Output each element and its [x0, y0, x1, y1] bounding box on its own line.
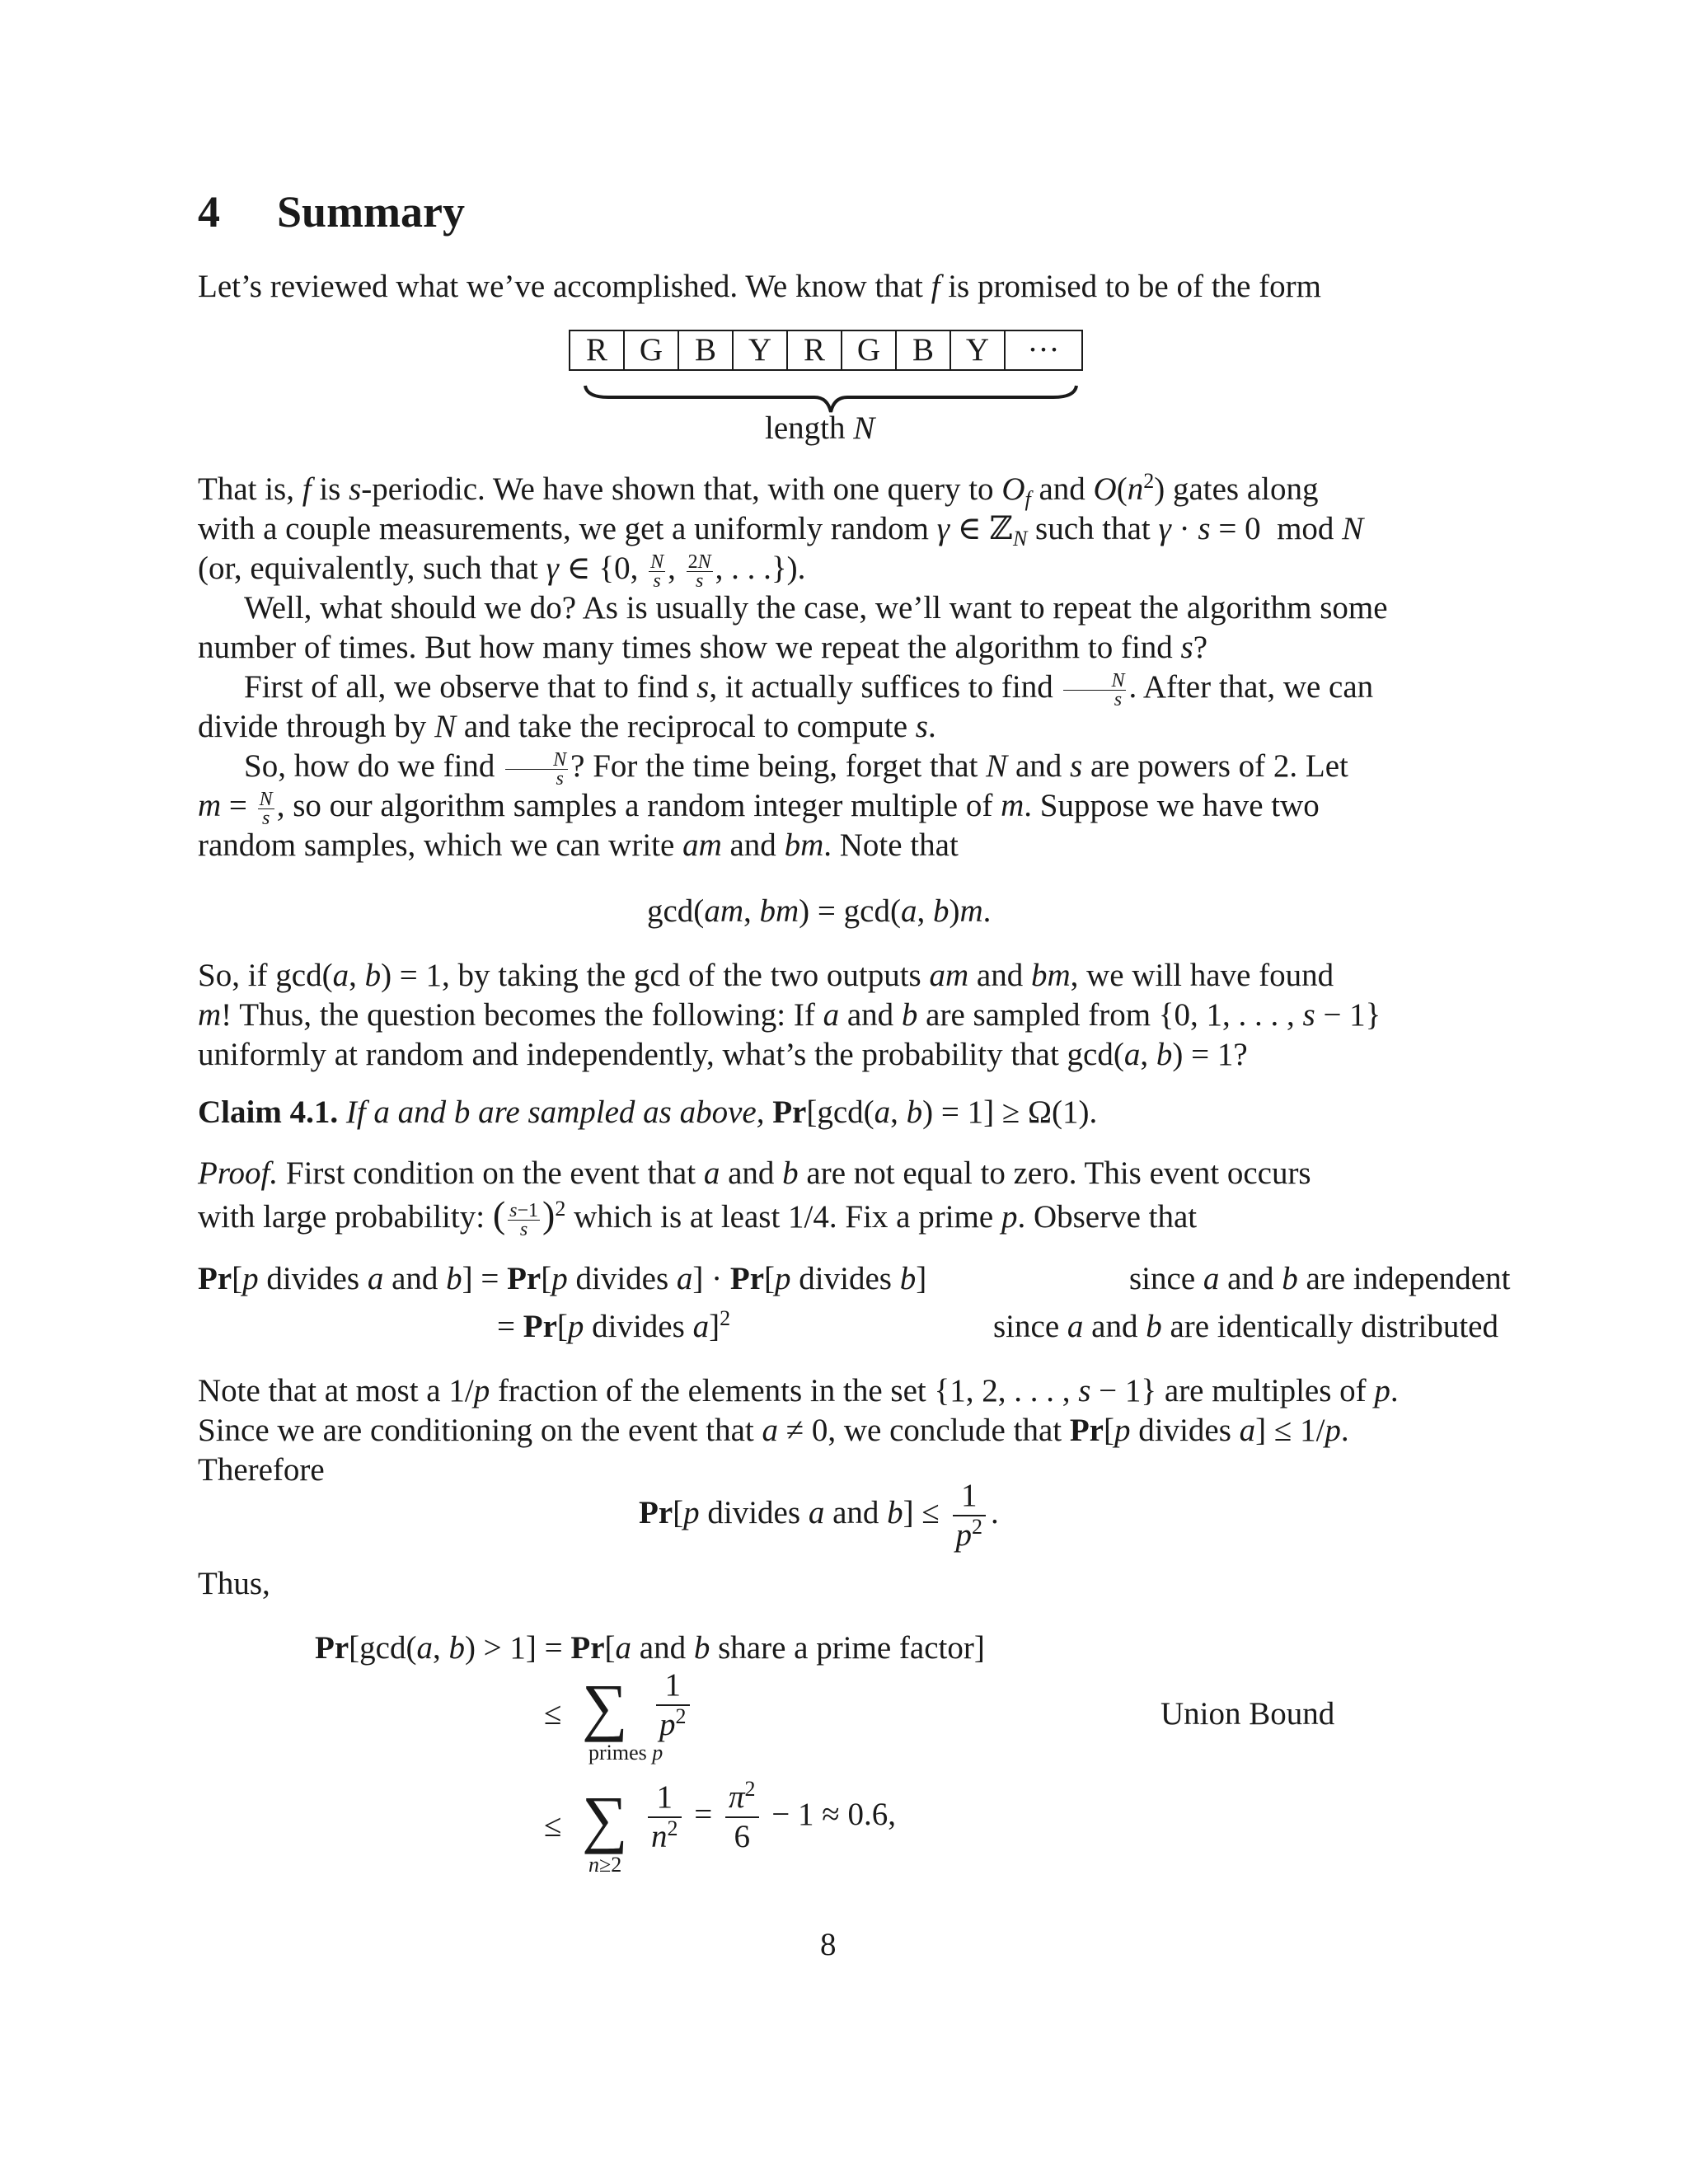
equation-bound: Pr[p divides a and b] ≤ $\frac{1}{p^2}$ . [639, 1478, 999, 1553]
paragraph-repeat-line2: number of times. But how many times show we repeat the algorithm to find s? [198, 630, 1208, 665]
summation-index-n: n≥2 [588, 1853, 622, 1877]
strip-cell: B [678, 330, 733, 370]
proof-label: Proof. [198, 1155, 279, 1191]
section-number: 4 [198, 187, 220, 237]
claim-4-1: Claim 4.1. If a and b are sampled as above, Pr[gcd(a, b) = 1] ≥ Ω(1). [198, 1094, 1098, 1130]
paragraph-multiples-line1: Note that at most a 1/p fraction of the elements in the set {1, 2, . . . , s − 1} are multiples of p. [198, 1373, 1399, 1408]
align2-row2-note: Union Bound [1160, 1696, 1335, 1732]
color-strip [569, 330, 1083, 371]
proof-line1: Proof. First condition on the event that a and b are not equal to zero. This event occurs [198, 1155, 1311, 1191]
align1-row2: = Pr[p divides a]$^2$ [497, 1306, 731, 1344]
intro-paragraph: Let’s reviewed what we’ve accomplished. We know that f is promised to be of the form [198, 269, 1321, 304]
strip-cell: Y [950, 330, 1005, 370]
paragraph-question-line3: uniformly at random and independently, what’s the probability that gcd(a, b) = 1? [198, 1037, 1248, 1072]
summation-symbol: ∑ [582, 1783, 628, 1854]
strip-length-label: length N [765, 410, 875, 446]
strip-cell: Y [733, 330, 787, 370]
summation-index-primes: primes p [588, 1741, 663, 1765]
paragraph-periodic-line1: That is, f is s-periodic. We have shown that, with one query to $O_f$ and $O(n^2)$ gates along [198, 469, 1319, 511]
strip-cell: G [842, 330, 896, 370]
paragraph-periodic-line3: (or, equivalently, such that γ ∈ {0, $\frac{N}{s}$ , $\frac{2N}{s}$ , . . .}). [198, 551, 806, 592]
strip-cell: B [896, 330, 950, 370]
align2-row1: Pr[gcd(a, b) > 1] = Pr[a and b share a prime factor] [315, 1630, 985, 1666]
claim-label: Claim 4.1. [198, 1094, 339, 1130]
paragraph-question-line1: So, if gcd(a, b) = 1, by taking the gcd of the two outputs am and bm, we will have found [198, 958, 1334, 993]
paragraph-repeat-line1: Well, what should we do? As is usually the case, we’ll want to repeat the algorithm some [244, 590, 1388, 626]
equation-gcd: gcd(am, bm) = gcd(a, b)m. [647, 893, 992, 929]
paragraph-multiples-line2: Since we are conditioning on the event that a ≠ 0, we conclude that Pr[p divides a] ≤ 1/p. [198, 1413, 1349, 1448]
strip-cell-ellipsis: ··· [1005, 330, 1082, 370]
section-title: Summary [277, 187, 465, 237]
paragraph-suffices-line2: divide through by N and take the reciprocal to compute s. [198, 709, 936, 744]
align2-row2-fraction: $\frac{1}{p^2}$ [651, 1666, 695, 1744]
paragraph-multiples-line3: Therefore [198, 1452, 325, 1488]
page-number: 8 [820, 1927, 837, 1962]
paragraph-question-line2: m! Thus, the question becomes the following: If a and b are sampled from {0, 1, . . . , s − 1} [198, 997, 1381, 1033]
align1-row2-note: since a and b are identically distributed [993, 1309, 1498, 1344]
proof-line2: with large probability: ( $\frac{s-1}{s}$ )$^2$ which is at least 1/4. Fix a prime p. Observe that [198, 1193, 1198, 1240]
align2-row3-expression: $\frac{1}{n^2}$ = $\frac{\pi^2}{6}$ − 1 ≈ 0.6, [643, 1779, 896, 1856]
align2-row2-leq: ≤ [544, 1696, 562, 1732]
strip-cell: R [787, 330, 842, 370]
align1-row1: Pr[p divides a and b] = Pr[p divides a] · Pr[p divides b] [198, 1261, 927, 1296]
section-heading [198, 183, 465, 241]
paragraph-find-line3: random samples, which we can write am and bm. Note that [198, 827, 959, 863]
summation-symbol: ∑ [582, 1671, 628, 1742]
paragraph-suffices-line1: First of all, we observe that to find s, it actually suffices to find $\frac{N}{s}$ . After that, we can [244, 669, 1374, 710]
align1-row1-note: since a and b are independent [1129, 1261, 1511, 1296]
strip-cell: R [570, 330, 624, 370]
paragraph-find-line2: m = $\frac{N}{s}$ , so our algorithm samples a random integer multiple of m. Suppose we have two [198, 788, 1320, 829]
align2-row3-leq: ≤ [544, 1808, 562, 1844]
thus-line: Thus, [198, 1566, 270, 1601]
strip-cell: G [624, 330, 678, 370]
paragraph-find-line1: So, how do we find $\frac{N}{s}$ ? For the time being, forget that N and s are powers of 2. Let [244, 748, 1348, 790]
paragraph-periodic-line2: with a couple measurements, we get a uniformly random γ ∈ ℤ$_N$ such that γ · s = 0 mod N [198, 511, 1364, 551]
